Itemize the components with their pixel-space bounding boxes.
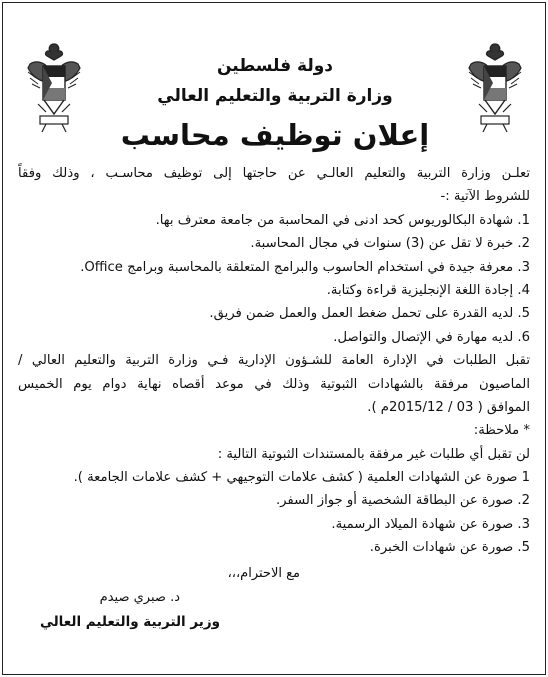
application-line: تقبل الطلبات في الإدارة العامة للشـؤون الإدارية فـي وزارة التربية والتعليم العالي /	[18, 353, 530, 369]
condition-item: 1. شهادة البكالوريوس كحد ادنى في المحاسبة من جامعة معترف بها.	[155, 212, 530, 228]
application-line: الموافق ( 03 / 2015/12م ).	[367, 399, 530, 415]
ministry-name: وزارة التربية والتعليم العالي	[157, 86, 393, 106]
condition-item: 4. إجادة اللغة الإنجليزية قراءة وكتابة.	[326, 282, 530, 298]
document-item: 3. صورة عن شهادة الميلاد الرسمية.	[331, 516, 530, 532]
document-item: 2. صورة عن البطاقة الشخصية أو جواز السفر.	[275, 493, 530, 509]
document-item: 1 صورة عن الشهادات العلمية ( كشف علامات التوجيهي + كشف علامات الجامعة ).	[73, 470, 530, 486]
intro-line: تعلـن وزارة التربية والتعليم العالـي عن حاجتها إلى توظيف محاسـب ، وذلك وفقاً	[18, 166, 530, 181]
document-item: 5. صورة عن شهادات الخبرة.	[369, 540, 530, 556]
signatory-position: وزير التربية والتعليم العالي	[39, 614, 220, 630]
note-intro: لن تقبل أي طلبات غير مرفقة بالمستندات الثبوتية التالية :	[217, 446, 530, 462]
condition-item: 5. لديه القدرة على تحمل ضغط العمل والعمل ضمن فريق.	[209, 306, 530, 322]
intro-line: للشروط الآتية :-	[440, 189, 530, 205]
palestine-emblem-icon	[22, 38, 86, 134]
condition-item: 6. لديه مهارة في الإتصال والتواصل.	[333, 329, 530, 345]
application-line: الماصيون مرفقة بالشهادات الثبوتية وذلك في موعد أقصاه نهاية دوام يوم الخميس	[18, 376, 530, 392]
condition-item: 3. معرفة جيدة في استخدام الحاسوب والبرامج المتعلقة بالمحاسبة وبرامج Office.	[80, 259, 530, 275]
announcement-title: إعلان توظيف محاسب	[120, 118, 430, 152]
country-name: دولة فلسطين	[216, 56, 334, 76]
palestine-emblem-icon	[463, 38, 527, 134]
condition-item: 2. خبرة لا تقل عن (3) سنوات في مجال المحاسبة.	[250, 236, 530, 252]
closing-regards: مع الاحترام،،،	[227, 566, 300, 581]
note-label: * ملاحظة:	[473, 423, 530, 439]
announcement-body	[18, 162, 530, 560]
signatory-name: د. صبري صيدم	[99, 590, 180, 605]
